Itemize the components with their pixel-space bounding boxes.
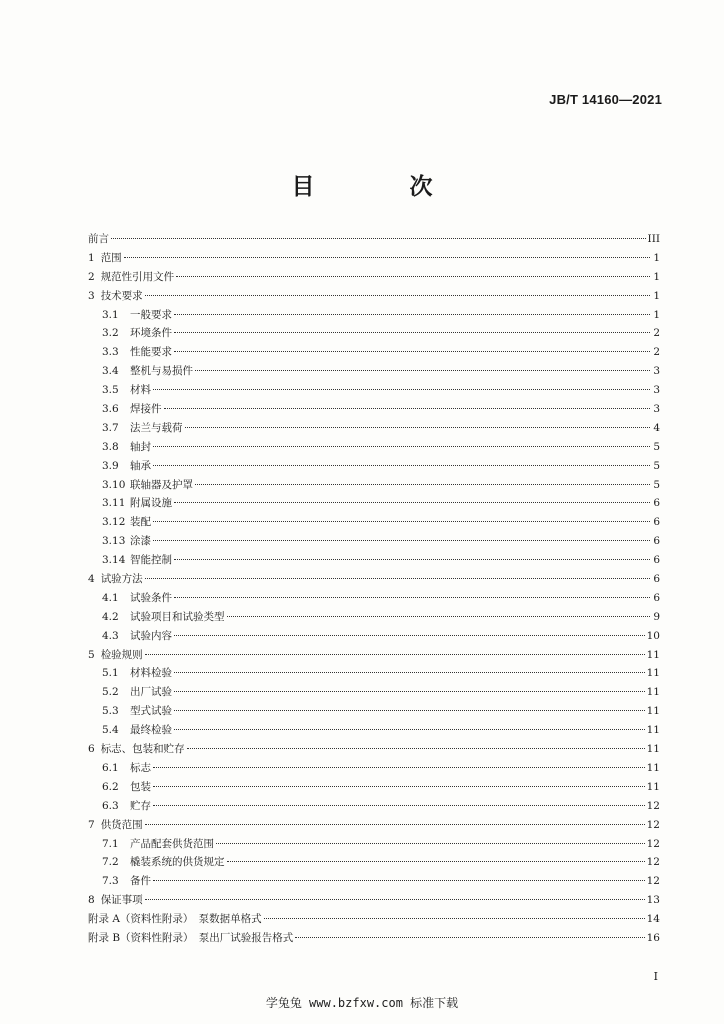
- toc-entry-label: 附录 B（资料性附录） 泵出厂试验报告格式: [88, 931, 294, 944]
- toc-entry-number: 4.2: [102, 610, 119, 623]
- dot-leader: [174, 501, 650, 503]
- toc-entry-number: 7.2: [102, 856, 119, 869]
- toc-entry-label: 供货范围: [100, 818, 143, 831]
- toc-entry-page: 2: [653, 346, 660, 359]
- toc-entry-label: 产品配套供货范围: [130, 837, 214, 850]
- toc-entry[interactable]: [88, 702, 660, 721]
- toc-entry-label: 规范性引用文件: [100, 270, 175, 283]
- dot-leader: [145, 823, 645, 825]
- toc-entry-label: 法兰与载荷: [130, 421, 183, 434]
- toc-entry-label: 试验内容: [130, 629, 172, 642]
- toc-entry-page: 3: [653, 403, 660, 416]
- toc-entry-number: 6: [88, 743, 95, 756]
- toc-entry-number: 6.2: [102, 780, 119, 793]
- toc-entry-number: 6.3: [102, 799, 119, 812]
- dot-leader: [174, 709, 645, 711]
- toc-entry-page: 11: [646, 705, 660, 718]
- toc-entry[interactable]: [88, 570, 660, 589]
- toc-entry[interactable]: [88, 589, 660, 608]
- dot-leader: [174, 313, 650, 315]
- toc-entry-page: 6: [653, 497, 660, 510]
- dot-leader: [145, 577, 650, 579]
- toc-entry-number: 7.3: [102, 875, 119, 888]
- dot-leader: [153, 445, 650, 447]
- toc-entry[interactable]: [88, 608, 660, 627]
- toc-entry-label: 备件: [130, 875, 151, 888]
- toc-entry-number: 1: [88, 251, 95, 264]
- toc-entry-page: 11: [646, 780, 660, 793]
- toc-entry[interactable]: [88, 419, 660, 438]
- toc-entry-page: 13: [646, 894, 660, 907]
- toc-entry[interactable]: [88, 816, 660, 835]
- toc-entry-number: 3.5: [102, 384, 119, 397]
- dot-leader: [174, 634, 645, 636]
- toc-entry[interactable]: [88, 627, 660, 646]
- toc-entry[interactable]: [88, 872, 660, 891]
- toc-entry-page: 6: [653, 591, 660, 604]
- toc-entry-label: 附录 A（资料性附录） 泵数据单格式: [88, 913, 262, 926]
- toc-entry-page: 12: [646, 818, 660, 831]
- toc-entry[interactable]: [88, 646, 660, 665]
- dot-leader: [174, 728, 645, 730]
- toc-entry-label: 保证事项: [100, 894, 143, 907]
- toc-entry[interactable]: [88, 910, 660, 929]
- toc-entry-number: 6.1: [102, 761, 119, 774]
- toc-entry-page: 5: [653, 478, 660, 491]
- dot-leader: [145, 294, 650, 296]
- toc-entry-number: 3: [88, 289, 95, 302]
- dot-leader: [153, 804, 645, 806]
- toc-entry-page: 9: [653, 610, 660, 623]
- dot-leader: [111, 237, 646, 239]
- toc-entry-number: 5.2: [102, 686, 119, 699]
- toc-entry[interactable]: [88, 324, 660, 343]
- dot-leader: [174, 596, 650, 598]
- dot-leader: [227, 860, 645, 862]
- toc-entry[interactable]: [88, 759, 660, 778]
- toc-entry-label: 范围: [100, 251, 122, 264]
- dot-leader: [153, 388, 650, 390]
- toc-entry-number: 3.8: [102, 440, 119, 453]
- toc-entry-number: 3.11: [102, 497, 126, 510]
- dot-leader: [174, 558, 650, 560]
- toc-entry-label: 试验方法: [100, 573, 143, 586]
- watermark-footer: 学兔兔 www.bzfxw.com 标准下载: [265, 996, 459, 1010]
- toc-entry-page: 3: [653, 365, 660, 378]
- toc-entry-page: 1: [653, 308, 660, 321]
- toc-entry-label: 涂漆: [130, 535, 151, 548]
- toc-entry-number: 4: [88, 573, 95, 586]
- toc-entry-page: 1: [653, 270, 660, 283]
- toc-entry-label: 包装: [130, 780, 151, 793]
- toc-entry-page: 12: [646, 856, 660, 869]
- toc-entry-page: 1: [653, 251, 660, 264]
- toc-entry-number: 3.7: [102, 421, 119, 434]
- toc-entry-number: 7.1: [102, 837, 119, 850]
- toc-entry-number: 2: [88, 270, 95, 283]
- toc-entry-label: 附属设施: [130, 497, 172, 510]
- toc-entry[interactable]: [88, 457, 660, 476]
- toc-entry-label: 一般要求: [130, 308, 172, 321]
- toc-entry[interactable]: [88, 381, 660, 400]
- toc-entry[interactable]: [88, 494, 660, 513]
- toc-entry-page: 11: [646, 648, 660, 661]
- dot-leader: [295, 936, 644, 938]
- toc-entry[interactable]: [88, 362, 660, 381]
- toc-entry-number: 5.4: [102, 724, 119, 737]
- dot-leader: [153, 539, 650, 541]
- toc-entry[interactable]: [88, 778, 660, 797]
- toc-entry[interactable]: [88, 721, 660, 740]
- toc-entry[interactable]: [88, 797, 660, 816]
- toc-entry-page: 10: [646, 629, 660, 642]
- toc-entry-label: 标志: [130, 761, 151, 774]
- toc-entry-page: 3: [653, 384, 660, 397]
- toc-entry-label: 试验条件: [130, 591, 172, 604]
- toc-entry-number: 3.10: [102, 478, 126, 491]
- toc-entry-label: 联轴器及护罩: [130, 478, 193, 491]
- toc-entry[interactable]: [88, 853, 660, 872]
- toc-entry-page: 2: [653, 327, 660, 340]
- toc-entry-page: 12: [646, 799, 660, 812]
- toc-entry[interactable]: [88, 287, 660, 306]
- toc-entry-label: 最终检验: [130, 724, 172, 737]
- toc-entry-page: III: [647, 233, 660, 245]
- toc-entry-number: 3.9: [102, 459, 119, 472]
- toc-entry[interactable]: [88, 740, 660, 759]
- toc-entry-label: 前言: [88, 233, 109, 245]
- page-number: I: [653, 970, 658, 983]
- toc-entry-page: 16: [646, 931, 660, 944]
- toc-entry-number: 3.13: [102, 535, 126, 548]
- toc-entry-label: 标志、包装和贮存: [100, 743, 185, 756]
- toc-entry-label: 轴承: [130, 459, 151, 472]
- toc-entry-label: 型式试验: [130, 705, 172, 718]
- dot-leader: [174, 671, 645, 673]
- toc-entry-label: 智能控制: [130, 554, 172, 567]
- dot-leader: [153, 879, 645, 881]
- toc-entry-page: 11: [646, 686, 660, 699]
- toc-entry[interactable]: [88, 891, 660, 910]
- toc-entry-label: 橇装系统的供货规定: [130, 856, 225, 869]
- toc-entry-page: 6: [653, 535, 660, 548]
- toc-entry[interactable]: [88, 249, 660, 268]
- toc-entry-label: 试验项目和试验类型: [130, 610, 225, 623]
- toc-entry[interactable]: [88, 306, 660, 325]
- toc-entry-page: 4: [653, 421, 660, 434]
- toc-entry[interactable]: [88, 835, 660, 854]
- dot-leader: [174, 331, 650, 333]
- toc-entry-page: 1: [653, 289, 660, 302]
- toc-entry-label: 装配: [130, 516, 151, 529]
- toc-entry[interactable]: [88, 343, 660, 362]
- toc-entry-number: 3.6: [102, 403, 119, 416]
- toc-entry-label: 贮存: [130, 799, 151, 812]
- toc-entry-label: 材料检验: [130, 667, 172, 680]
- dot-leader: [145, 898, 645, 900]
- toc-entry-label: 材料: [130, 384, 151, 397]
- dot-leader: [153, 785, 645, 787]
- dot-leader: [153, 520, 650, 522]
- toc-entry-page: 12: [646, 875, 660, 888]
- dot-leader: [187, 747, 645, 749]
- toc-entry-label: 环境条件: [130, 327, 172, 340]
- toc-entry-page: 5: [653, 440, 660, 453]
- toc-entry-page: 6: [653, 573, 660, 586]
- toc-entry[interactable]: [88, 929, 660, 948]
- toc-entry-number: 3.14: [102, 554, 126, 567]
- dot-leader: [174, 690, 645, 692]
- toc-entry-page: 6: [653, 516, 660, 529]
- dot-leader: [164, 407, 651, 409]
- toc-entry-number: 5.1: [102, 667, 119, 680]
- toc-entry[interactable]: [88, 230, 660, 249]
- dot-leader: [145, 653, 645, 655]
- toc-entry-page: 11: [646, 667, 660, 680]
- toc-entry-number: 3.4: [102, 365, 119, 378]
- standard-code: JB/T 14160—2021: [549, 92, 662, 107]
- toc-entry-number: 3.2: [102, 327, 119, 340]
- toc-entry-label: 焊接件: [130, 403, 162, 416]
- dot-leader: [195, 369, 650, 371]
- toc-entry-number: 8: [88, 894, 95, 907]
- toc-entry[interactable]: [88, 683, 660, 702]
- toc-entry-number: 3.1: [102, 308, 119, 321]
- toc-entry[interactable]: [88, 400, 660, 419]
- toc-entry-number: 7: [88, 818, 95, 831]
- dot-leader: [227, 615, 651, 617]
- toc-entry-label: 出厂试验: [130, 686, 172, 699]
- toc-entry-number: 3.12: [102, 516, 126, 529]
- toc-entry-page: 12: [646, 837, 660, 850]
- toc-entry-page: 5: [653, 459, 660, 472]
- toc-entry-label: 性能要求: [130, 346, 172, 359]
- toc-entry[interactable]: [88, 664, 660, 683]
- toc-entry[interactable]: [88, 476, 660, 495]
- toc-entry-page: 11: [646, 761, 660, 774]
- toc-entry-page: 11: [646, 743, 660, 756]
- dot-leader: [176, 275, 650, 277]
- dot-leader: [153, 464, 650, 466]
- toc-entry-number: 4.1: [102, 591, 119, 604]
- table-of-contents: [88, 230, 660, 948]
- toc-entry-number: 5: [88, 648, 95, 661]
- toc-entry-label: 检验规则: [100, 648, 143, 661]
- toc-entry[interactable]: [88, 551, 660, 570]
- dot-leader: [174, 350, 650, 352]
- dot-leader: [124, 256, 650, 258]
- toc-entry-number: 3.3: [102, 346, 119, 359]
- toc-entry-label: 轴封: [130, 440, 151, 453]
- toc-entry-label: 整机与易损件: [130, 365, 193, 378]
- toc-entry-number: 5.3: [102, 705, 119, 718]
- toc-entry-number: 4.3: [102, 629, 119, 642]
- dot-leader: [216, 842, 645, 844]
- toc-entry[interactable]: [88, 513, 660, 532]
- dot-leader: [195, 483, 650, 485]
- toc-entry-page: 14: [646, 913, 660, 926]
- toc-entry-page: 11: [646, 724, 660, 737]
- dot-leader: [153, 766, 645, 768]
- toc-entry-label: 技术要求: [100, 289, 143, 302]
- toc-entry[interactable]: [88, 268, 660, 287]
- toc-title: 目 次: [291, 174, 469, 200]
- toc-entry[interactable]: [88, 438, 660, 457]
- dot-leader: [264, 917, 645, 919]
- dot-leader: [185, 426, 651, 428]
- toc-entry[interactable]: [88, 532, 660, 551]
- toc-entry-page: 6: [653, 554, 660, 567]
